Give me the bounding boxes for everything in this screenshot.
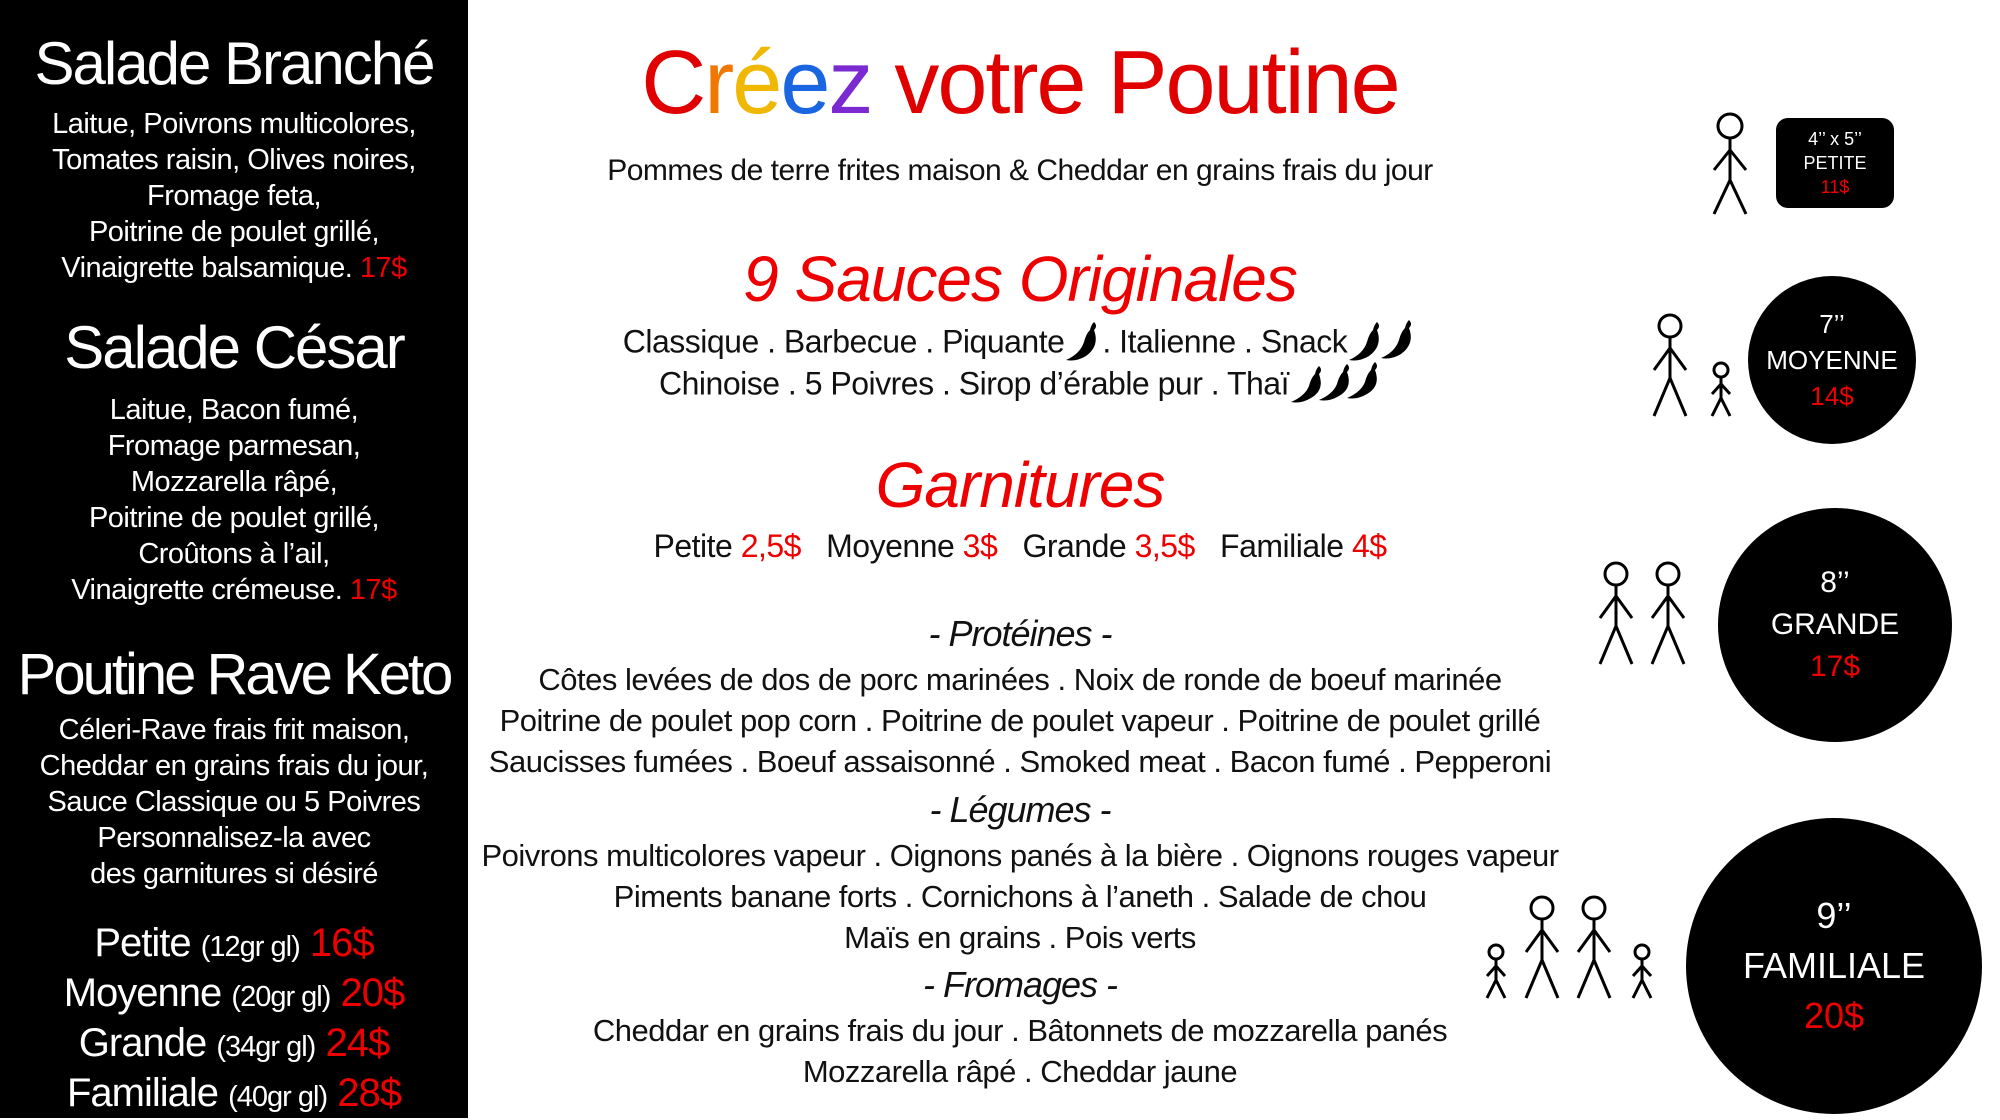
proteines-line: Poitrine de poulet pop corn . Poitrine de poulet vapeur . Poitrine de poulet grillé (499, 703, 1541, 738)
ingredient-line: Croûtons à l’ail, (138, 538, 330, 570)
garniture-price: 4$ (1351, 528, 1387, 564)
sauces-line-2 (470, 360, 1570, 412)
page-title (470, 34, 1570, 133)
stick-figure-icon (1586, 560, 1706, 670)
title-part: e (780, 33, 829, 133)
salade-cesar-title: Salade César (64, 314, 404, 381)
size-price: 20$ (1803, 995, 1865, 1036)
chili-pepper-icon (1289, 360, 1381, 412)
keto-size-grams: (40gr gl) (228, 1081, 328, 1113)
keto-size-grams: (34gr gl) (216, 1031, 316, 1063)
ingredient-line-with-price (0, 250, 468, 286)
size-price: 11$ (1820, 177, 1850, 197)
size-dimension: 7’’ (1819, 309, 1845, 339)
proteines-line: Saucisses fumées . Boeuf assaisonné . Smoked meat . Bacon fumé . Pepperoni (488, 744, 1552, 779)
poutine-keto-sizes (0, 920, 468, 1120)
fromages-heading: - Fromages - (922, 964, 1118, 1005)
size-badge-familiale (1686, 818, 1982, 1114)
keto-size-row (0, 1020, 468, 1070)
size-dimension: 4’’ x 5’’ (1808, 129, 1862, 149)
legumes-line: Poivrons multicolores vapeur . Oignons panés à la bière . Oignons rouges vapeur (481, 838, 1559, 873)
sauces-title: 9 Sauces Originales (743, 243, 1297, 315)
salade-cesar-price: 17$ (349, 574, 397, 606)
garniture-size: Petite (653, 528, 733, 564)
size-dimension: 9’’ (1816, 895, 1852, 936)
keto-size-price: 16$ (309, 921, 374, 965)
left-menu-panel (0, 0, 468, 1118)
keto-size-row (0, 970, 468, 1020)
salade-branche-ingredients (0, 106, 468, 286)
garniture-size: Grande (1022, 528, 1127, 564)
title-part: r (704, 33, 733, 133)
proteines-heading: - Protéines - (928, 613, 1112, 654)
stick-figure-icon (1482, 894, 1662, 1004)
description-line: Sauce Classique ou 5 Poivres (47, 786, 421, 818)
poutine-keto-description (0, 712, 468, 892)
salade-branche-title: Salade Branché (34, 30, 434, 97)
ingredient-line-with-price (0, 572, 468, 608)
size-name: MOYENNE (1766, 345, 1898, 375)
salade-cesar-ingredients (0, 392, 468, 608)
ingredient-line: Mozzarella râpé, (130, 466, 338, 498)
garniture-price: 3$ (962, 528, 998, 564)
keto-size-name: Petite (94, 921, 191, 965)
ingredient-line: Fromage parmesan, (107, 430, 361, 462)
stick-figure-icon (1700, 110, 1760, 220)
description-line: Personnalisez-la avec (97, 822, 371, 854)
ingredient-line: Laitue, Bacon fumé, (109, 394, 359, 426)
title-part: z (828, 33, 872, 133)
page-title-colored-text (641, 33, 1398, 133)
size-badge-moyenne (1748, 276, 1916, 444)
keto-size-name: Moyenne (63, 971, 222, 1015)
garnitures-prices (470, 528, 1570, 565)
title-part: é (732, 33, 781, 133)
fromages-line: Mozzarella râpé . Cheddar jaune (802, 1054, 1238, 1089)
garniture-price: 3,5$ (1134, 528, 1195, 564)
ingredient-line: Poitrine de poulet grillé, (88, 502, 380, 534)
size-name: GRANDE (1770, 608, 1900, 641)
stick-figure-icon (1640, 312, 1740, 422)
size-price: 17$ (1809, 650, 1861, 683)
keto-size-grams: (20gr gl) (231, 981, 331, 1013)
description-line: des garnitures si désiré (90, 858, 378, 890)
sauce-list-text: Classique . Barbecue . Piquante (622, 323, 1065, 360)
size-price: 14$ (1810, 381, 1854, 411)
poutine-keto-title: Poutine Rave Keto (17, 642, 451, 707)
title-part: C (641, 33, 705, 133)
legumes-line: Piments banane forts . Cornichons à l’aneth . Salade de chou (613, 879, 1427, 914)
size-dimension: 8’’ (1820, 566, 1850, 599)
fromages-line: Cheddar en grains frais du jour . Bâtonnets de mozzarella panés (592, 1013, 1448, 1048)
garniture-size: Moyenne (826, 528, 955, 564)
ingredient-line: Vinaigrette crémeuse. (71, 574, 343, 606)
size-name: FAMILIALE (1742, 945, 1926, 986)
keto-size-price: 28$ (337, 1071, 402, 1115)
size-badge-grande (1718, 508, 1952, 742)
description-line: Céleri-Rave frais frit maison, (58, 714, 410, 746)
ingredient-line: Vinaigrette balsamique. (61, 252, 353, 284)
size-name: PETITE (1803, 153, 1867, 173)
keto-size-grams: (12gr gl) (200, 931, 300, 963)
legumes-line: Maïs en grains . Pois verts (844, 920, 1196, 955)
ingredient-line: Fromage feta, (146, 180, 322, 212)
legumes-heading: - Légumes - (929, 789, 1111, 830)
garniture-size: Familiale (1220, 528, 1344, 564)
title-part: votre Poutine (871, 33, 1399, 133)
keto-size-row (0, 1070, 468, 1120)
ingredient-line: Tomates raisin, Olives noires, (52, 144, 416, 176)
salade-branche-price: 17$ (359, 252, 407, 284)
size-badge-petite (1776, 118, 1894, 208)
sauce-list-text: . Italienne . Snack (1102, 323, 1348, 360)
sauce-list-text: Chinoise . 5 Poivres . Sirop d’érable pur . Thaï (659, 365, 1289, 402)
ingredient-line: Poitrine de poulet grillé, (88, 216, 380, 248)
page-subtitle: Pommes de terre frites maison & Cheddar en grains frais du jour (607, 154, 1433, 187)
garniture-price: 2,5$ (740, 528, 801, 564)
keto-size-name: Grande (78, 1021, 207, 1065)
proteines-line: Côtes levées de dos de porc marinées . Noix de ronde de boeuf marinée (538, 662, 1502, 697)
description-line: Cheddar en grains frais du jour, (39, 750, 429, 782)
keto-size-price: 24$ (325, 1021, 390, 1065)
ingredient-line: Laitue, Poivrons multicolores, (52, 108, 416, 140)
keto-size-price: 20$ (340, 971, 405, 1015)
keto-size-name: Familiale (66, 1071, 219, 1115)
garnitures-title: Garnitures (875, 449, 1165, 521)
keto-size-row (0, 920, 468, 970)
